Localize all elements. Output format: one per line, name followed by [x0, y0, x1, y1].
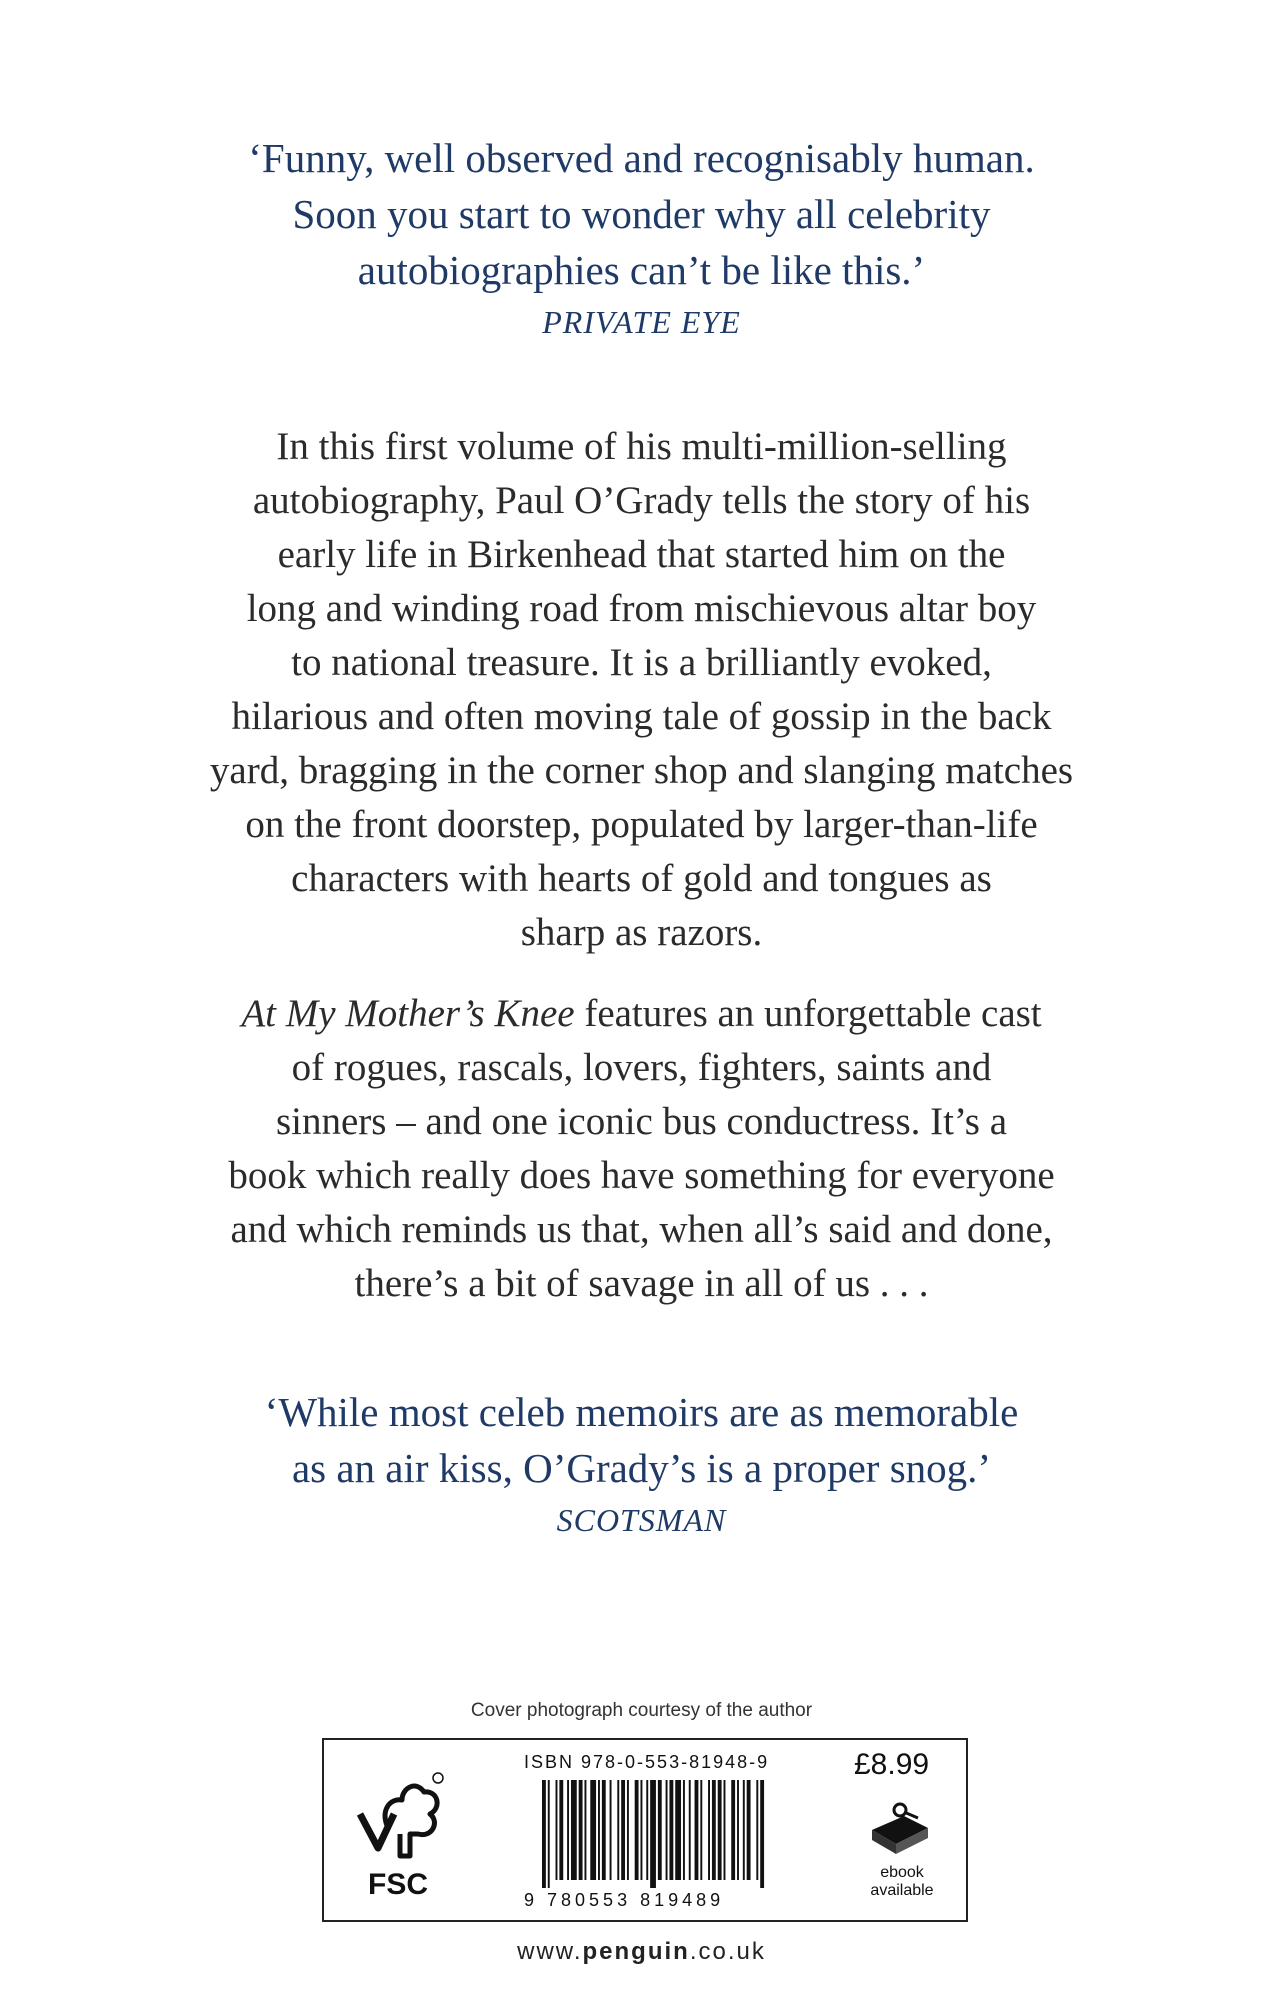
barcode-bar	[708, 1780, 710, 1880]
website-prefix: www.	[517, 1938, 583, 1965]
barcode-bar	[590, 1780, 596, 1880]
barcode-bar	[669, 1780, 673, 1880]
barcode-bar	[760, 1780, 764, 1888]
price-label: £8.99	[854, 1748, 930, 1781]
ebook-available-label	[842, 1864, 962, 1900]
barcode-bar	[658, 1780, 662, 1880]
blurb-line: book which really does have something for everyone	[228, 1154, 1055, 1197]
bottom-quote-line: ‘While most celeb memoirs are as memorable	[264, 1389, 1019, 1435]
barcode-digits: 9 780553 819489	[524, 1890, 725, 1910]
barcode-bar	[621, 1780, 625, 1880]
top-quote-line: autobiographies can’t be like this.’	[357, 247, 926, 293]
blurb-line: long and winding road from mischievous altar boy	[246, 587, 1037, 630]
barcode-bar	[610, 1780, 612, 1880]
barcode-bar	[584, 1780, 586, 1880]
publisher-website	[0, 1938, 1283, 1966]
barcode-bar	[756, 1780, 758, 1880]
barcode-bar	[579, 1780, 583, 1880]
photo-credit: Cover photograph courtesy of the author	[470, 1700, 813, 1721]
blurb-line: of rogues, rascals, lovers, fighters, saints and	[291, 1046, 992, 1089]
blurb-paragraph-1	[0, 420, 1283, 960]
barcode-bar	[559, 1780, 563, 1880]
barcode-bar	[731, 1780, 735, 1880]
barcode-bar	[747, 1780, 751, 1880]
bottom-quote-line: as an air kiss, O’Grady’s is a proper snog.’	[291, 1445, 992, 1491]
book-title: At My Mother’s Knee	[241, 992, 575, 1035]
barcode-bar	[737, 1780, 739, 1880]
blurb-line: to national treasure. It is a brilliantly evoked,	[291, 641, 992, 684]
top-quote-line: Soon you start to wonder why all celebrity	[292, 191, 991, 237]
barcode-bar	[646, 1780, 648, 1880]
ebook-device-icon	[864, 1800, 934, 1858]
barcode-bar	[666, 1780, 668, 1880]
blurb-line: sinners – and one iconic bus conductress. It’s a	[275, 1100, 1008, 1143]
barcode-bar	[718, 1780, 722, 1880]
barcode-bar	[640, 1780, 642, 1880]
barcode-bar	[683, 1780, 685, 1880]
blurb-line: sharp as razors.	[520, 911, 763, 954]
website-suffix: .co.uk	[689, 1938, 766, 1965]
bottom-quote-source: SCOTSMAN	[556, 1502, 727, 1538]
top-quote	[0, 130, 1283, 298]
blurb-paragraph-2	[0, 987, 1283, 1311]
blurb-line-rest: features an unforgettable cast	[574, 992, 1042, 1035]
blurb-line: autobiography, Paul O’Grady tells the story of his	[252, 479, 1031, 522]
blurb-line: characters with hearts of gold and tongues as	[291, 857, 992, 900]
barcode-icon	[542, 1780, 766, 1888]
blurb-line	[0, 987, 1283, 1041]
barcode-bar	[675, 1780, 681, 1880]
blurb-line: hilarious and often moving tale of gossip in the back	[231, 695, 1052, 738]
barcode-bar	[617, 1780, 619, 1880]
blurb-line: on the front doorstep, populated by larger-than-life	[245, 803, 1038, 846]
barcode-panel	[322, 1738, 968, 1922]
barcode-bar	[556, 1780, 558, 1880]
barcode-bar	[542, 1780, 546, 1888]
barcode-bar	[743, 1780, 745, 1880]
barcode-bar	[602, 1780, 606, 1880]
fsc-logo-icon	[350, 1770, 446, 1900]
top-quote-source: PRIVATE EYE	[542, 304, 741, 340]
blurb-line: In this first volume of his multi-million-selling	[276, 425, 1007, 468]
barcode-bar	[689, 1780, 691, 1880]
ebook-line: ebook	[880, 1864, 924, 1881]
blurb-line: early life in Birkenhead that started him on the	[277, 533, 1006, 576]
barcode-bar	[635, 1780, 639, 1880]
barcode-bar	[695, 1780, 699, 1880]
blurb-line: there’s a bit of savage in all of us . . .	[354, 1262, 929, 1305]
barcode-bar	[548, 1780, 550, 1888]
barcode-bar	[724, 1780, 726, 1880]
top-quote-line: ‘Funny, well observed and recognisably human.	[248, 135, 1035, 181]
fsc-label: FSC	[368, 1868, 428, 1900]
blurb-line: and which reminds us that, when all’s said and done,	[230, 1208, 1053, 1251]
isbn-number: ISBN 978-0-553-81948-9	[524, 1752, 770, 1772]
barcode-bar	[650, 1780, 656, 1888]
bottom-quote	[0, 1384, 1283, 1496]
barcode-bar	[598, 1780, 600, 1880]
ebook-line: available	[870, 1882, 934, 1899]
barcode-bar	[700, 1780, 702, 1880]
barcode-bar	[571, 1780, 577, 1880]
barcode-bar	[712, 1780, 716, 1880]
website-brand: penguin	[582, 1938, 690, 1965]
blurb-line: yard, bragging in the corner shop and slanging matches	[209, 749, 1074, 792]
barcode-bar	[627, 1780, 629, 1880]
barcode-bar	[567, 1780, 569, 1880]
